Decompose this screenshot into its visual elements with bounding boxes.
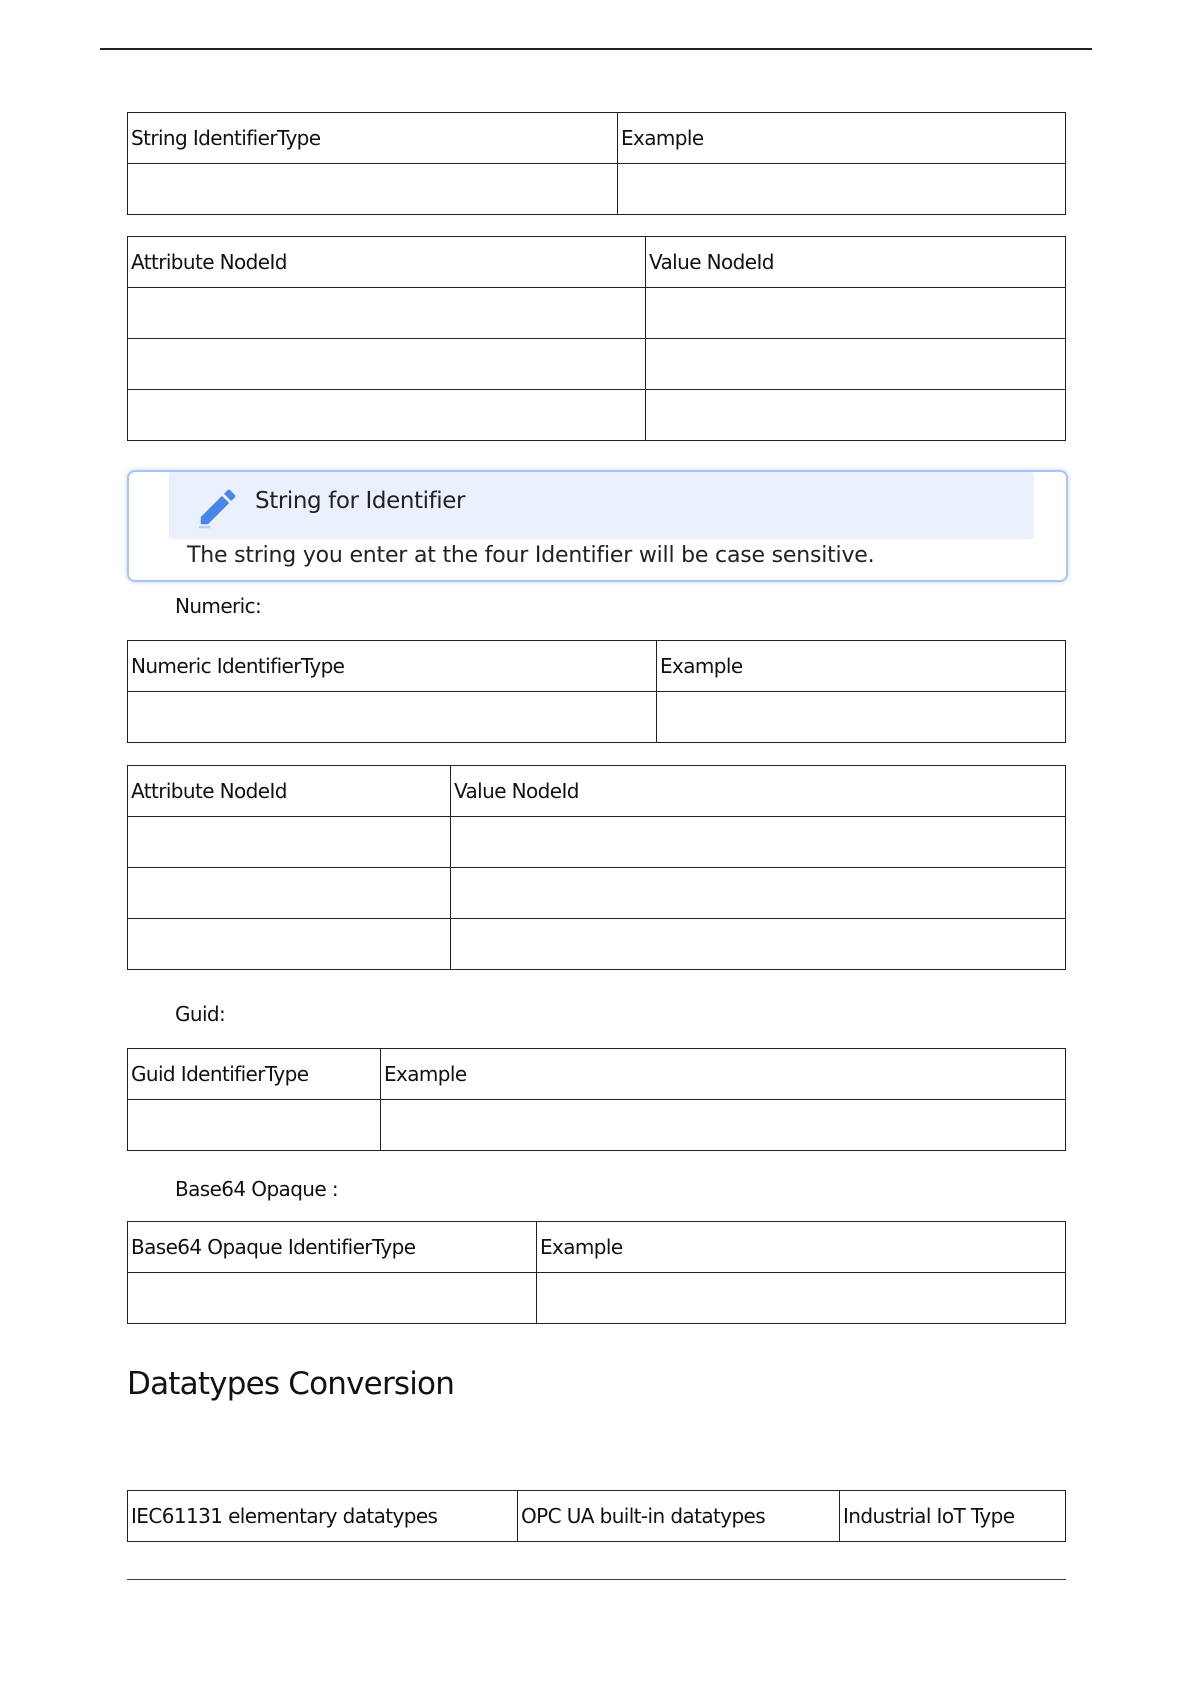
table-row [128, 164, 1066, 215]
table-header-row [128, 1222, 1066, 1273]
table-cell [646, 339, 1066, 390]
table-header-cell: Example [381, 1049, 1066, 1100]
table-row [128, 390, 1066, 441]
datatypes-conversion-table [127, 1490, 1066, 1542]
table-cell [618, 164, 1066, 215]
table-header-cell: IEC61131 elementary datatypes [128, 1491, 518, 1542]
note-body: The string you enter at the four Identifier will be case sensitive. [187, 543, 875, 568]
table-cell [128, 692, 657, 743]
table-cell [451, 868, 1066, 919]
table-header-cell: Value NodeId [451, 766, 1066, 817]
table-header-row [128, 237, 1066, 288]
table-header-cell: Attribute NodeId [128, 766, 451, 817]
table-cell [128, 1273, 537, 1324]
base64-label: Base64 Opaque : [175, 1177, 338, 1201]
table-cell [451, 817, 1066, 868]
guid-identifier-table [127, 1048, 1066, 1151]
table-header-cell: OPC UA built-in datatypes [518, 1491, 840, 1542]
numeric-label: Numeric: [175, 594, 262, 618]
table-row [128, 919, 1066, 970]
table-row [128, 339, 1066, 390]
guid-label: Guid: [175, 1002, 226, 1026]
numeric-attribute-table [127, 765, 1066, 970]
table-header-cell: Industrial IoT Type [840, 1491, 1066, 1542]
table-cell [128, 868, 451, 919]
table-row [128, 1100, 1066, 1151]
table-row [128, 692, 1066, 743]
table-cell [128, 919, 451, 970]
table-cell [657, 692, 1066, 743]
table-header-row [128, 1049, 1066, 1100]
table-cell [128, 1100, 381, 1151]
table-header-cell: Example [618, 113, 1066, 164]
pencil-icon [195, 484, 241, 530]
note-callout [127, 470, 1068, 582]
table-header-cell: Attribute NodeId [128, 237, 646, 288]
base64-identifier-table [127, 1221, 1066, 1324]
table-cell [128, 164, 618, 215]
string-attribute-table [127, 236, 1066, 441]
table-header-cell: Example [657, 641, 1066, 692]
string-identifier-table [127, 112, 1066, 215]
table-cell [537, 1273, 1066, 1324]
table-cell [646, 288, 1066, 339]
table-cell [451, 919, 1066, 970]
table-header-cell: String IdentifierType [128, 113, 618, 164]
footer-rule [127, 1579, 1066, 1580]
table-header-row [128, 641, 1066, 692]
table-row [128, 1273, 1066, 1324]
note-header [169, 472, 1034, 539]
table-cell [128, 817, 451, 868]
table-cell [128, 288, 646, 339]
table-cell [128, 339, 646, 390]
table-row [128, 817, 1066, 868]
table-row [128, 868, 1066, 919]
datatypes-conversion-heading: Datatypes Conversion [127, 1366, 455, 1402]
table-cell [381, 1100, 1066, 1151]
numeric-identifier-table [127, 640, 1066, 743]
table-header-cell: Base64 Opaque IdentifierType [128, 1222, 537, 1273]
table-header-row [128, 766, 1066, 817]
table-header-cell: Guid IdentifierType [128, 1049, 381, 1100]
table-header-cell: Value NodeId [646, 237, 1066, 288]
table-row [128, 288, 1066, 339]
table-header-cell: Numeric IdentifierType [128, 641, 657, 692]
table-header-cell: Example [537, 1222, 1066, 1273]
header-rule [100, 48, 1092, 50]
table-header-row [128, 113, 1066, 164]
table-cell [128, 390, 646, 441]
table-cell [646, 390, 1066, 441]
table-header-row [128, 1491, 1066, 1542]
note-title: String for Identifier [255, 488, 466, 514]
